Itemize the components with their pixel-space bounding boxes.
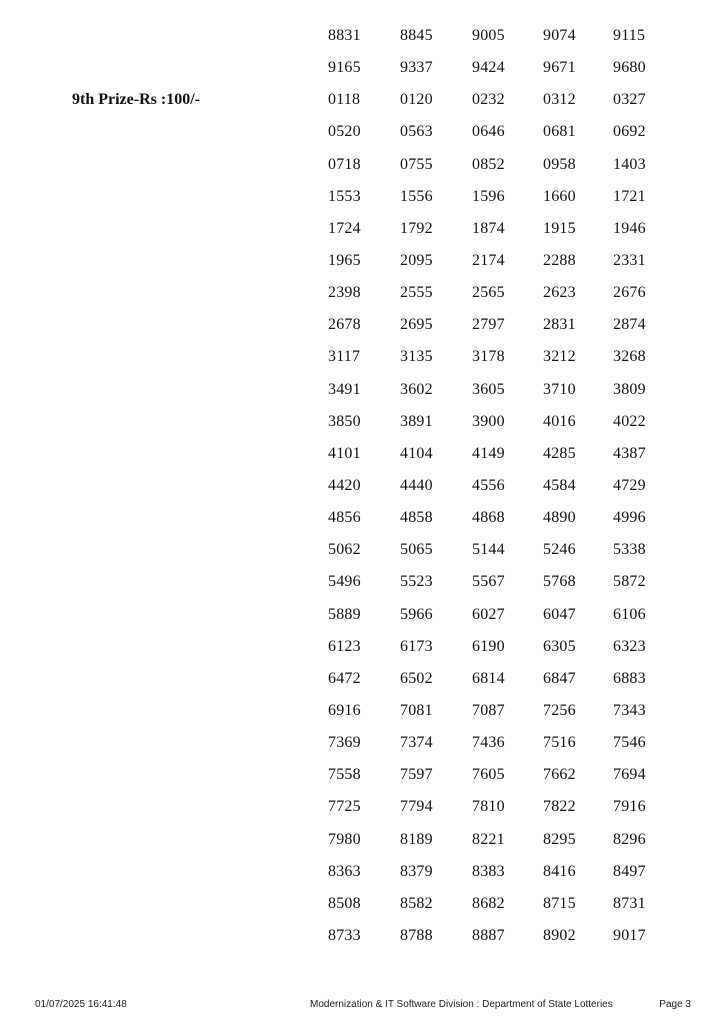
prize-number: 4996	[613, 509, 646, 527]
prize-number: 9005	[472, 27, 505, 45]
prize-number: 7605	[472, 766, 505, 784]
prize-number: 3268	[613, 348, 646, 366]
prize-number: 0312	[543, 91, 576, 109]
prize-number: 6847	[543, 669, 576, 687]
prize-number: 0646	[472, 123, 505, 141]
prize-number: 8788	[400, 927, 433, 944]
prize-number: 7916	[613, 798, 646, 816]
prize-number: 2398	[328, 284, 361, 302]
prize-number: 2331	[613, 252, 646, 270]
prize-number: 2174	[472, 252, 505, 270]
prize-number: 3900	[472, 412, 505, 430]
prize-number: 7980	[328, 830, 361, 848]
footer-division-text: Modernization & IT Software Division : Department of State Lotteries	[310, 999, 613, 1010]
prize-number: 6106	[613, 605, 646, 623]
prize-number: 2565	[472, 284, 505, 302]
prize-number: 5496	[328, 573, 361, 591]
prize-number: 4440	[400, 477, 433, 495]
prize-number: 7087	[472, 702, 505, 720]
prize-number: 1553	[328, 187, 361, 205]
prize-number: 4858	[400, 509, 433, 527]
prize-number: 5567	[472, 573, 505, 591]
prize-number: 2695	[400, 316, 433, 334]
prize-number: 8831	[328, 27, 361, 45]
prize-number: 8845	[400, 27, 433, 45]
prize-number: 0563	[400, 123, 433, 141]
prize-number: 0958	[543, 155, 576, 173]
prize-number: 5062	[328, 541, 361, 559]
prize-number: 1965	[328, 252, 361, 270]
prize-number: 2831	[543, 316, 576, 334]
prize-number: 7256	[543, 702, 576, 720]
prize-number: 9424	[472, 59, 505, 77]
prize-number: 9680	[613, 59, 646, 77]
prize-number: 7662	[543, 766, 576, 784]
prize-number: 6190	[472, 637, 505, 655]
prize-number: 8508	[328, 894, 361, 912]
prize-number: 5338	[613, 541, 646, 559]
prize-number: 1721	[613, 187, 646, 205]
prize-number: 8383	[472, 862, 505, 880]
prize-number: 8295	[543, 830, 576, 848]
prize-number: 0118	[328, 91, 361, 109]
prize-number: 6502	[400, 669, 433, 687]
prize-number: 3135	[400, 348, 433, 366]
prize-number: 7725	[328, 798, 361, 816]
prize-number: 6883	[613, 669, 646, 687]
prize-number: 6123	[328, 637, 361, 655]
prize-number: 7810	[472, 798, 505, 816]
prize-number: 0520	[328, 123, 361, 141]
prize-number: 8887	[472, 927, 505, 944]
prize-number: 1792	[400, 219, 433, 237]
prize-number: 4890	[543, 509, 576, 527]
prize-number: 5523	[400, 573, 433, 591]
prize-number: 6047	[543, 605, 576, 623]
prize-number: 7558	[328, 766, 361, 784]
prize-number: 7794	[400, 798, 433, 816]
prize-number: 2678	[328, 316, 361, 334]
prize-number: 8715	[543, 894, 576, 912]
prize-number: 5768	[543, 573, 576, 591]
prize-number: 6814	[472, 669, 505, 687]
page-footer	[0, 997, 724, 1013]
prize-number: 4101	[328, 444, 361, 462]
prize-number: 7374	[400, 734, 433, 752]
prize-number: 8497	[613, 862, 646, 880]
prize-number: 0692	[613, 123, 646, 141]
prize-number: 6173	[400, 637, 433, 655]
prize-number: 4285	[543, 444, 576, 462]
prize-number: 5966	[400, 605, 433, 623]
prize-number: 9074	[543, 27, 576, 45]
prize-number: 4022	[613, 412, 646, 430]
prize-number: 7343	[613, 702, 646, 720]
prize-number: 0718	[328, 155, 361, 173]
prize-number: 3809	[613, 380, 646, 398]
prize-number: 8296	[613, 830, 646, 848]
prize-number: 3850	[328, 412, 361, 430]
prize-number: 8221	[472, 830, 505, 848]
prize-number: 0755	[400, 155, 433, 173]
prize-number: 9165	[328, 59, 361, 77]
prize-number: 4149	[472, 444, 505, 462]
prize-number: 9671	[543, 59, 576, 77]
footer-timestamp: 01/07/2025 16:41:48	[35, 999, 127, 1010]
prize-number: 7516	[543, 734, 576, 752]
footer-page-number: Page 3	[659, 999, 691, 1010]
prize-number: 4856	[328, 509, 361, 527]
prize-number: 4729	[613, 477, 646, 495]
prize-number: 6027	[472, 605, 505, 623]
prize-number: 4868	[472, 509, 505, 527]
prize-number: 7546	[613, 734, 646, 752]
prize-number: 0232	[472, 91, 505, 109]
prize-number: 4387	[613, 444, 646, 462]
prize-number: 8189	[400, 830, 433, 848]
prize-number: 6305	[543, 637, 576, 655]
prize-number: 3710	[543, 380, 576, 398]
prize-number: 1874	[472, 219, 505, 237]
prize-number: 1946	[613, 219, 646, 237]
prize-number: 2874	[613, 316, 646, 334]
prize-number: 9115	[613, 27, 646, 45]
prize-number: 3605	[472, 380, 505, 398]
prize-number: 2288	[543, 252, 576, 270]
prize-number: 3212	[543, 348, 576, 366]
prize-number: 7694	[613, 766, 646, 784]
prize-number: 8363	[328, 862, 361, 880]
prize-number: 2676	[613, 284, 646, 302]
prize-number: 1724	[328, 219, 361, 237]
prize-number: 2797	[472, 316, 505, 334]
prize-number: 4104	[400, 444, 433, 462]
prize-number: 0852	[472, 155, 505, 173]
prize-number: 5065	[400, 541, 433, 559]
prize-number: 8416	[543, 862, 576, 880]
prize-number: 3891	[400, 412, 433, 430]
prize-number: 1915	[543, 219, 576, 237]
prize-number: 2095	[400, 252, 433, 270]
prize-number: 1660	[543, 187, 576, 205]
prize-number: 4584	[543, 477, 576, 495]
prize-number: 7822	[543, 798, 576, 816]
prize-number: 8582	[400, 894, 433, 912]
prize-number: 7436	[472, 734, 505, 752]
prize-number: 6323	[613, 637, 646, 655]
prize-number: 3117	[328, 348, 361, 366]
prize-number: 4016	[543, 412, 576, 430]
prize-number: 8731	[613, 894, 646, 912]
prize-number: 1556	[400, 187, 433, 205]
prize-number: 4556	[472, 477, 505, 495]
prize-number: 7369	[328, 734, 361, 752]
prize-number: 6916	[328, 702, 361, 720]
prize-number: 0120	[400, 91, 433, 109]
prize-number: 1403	[613, 155, 646, 173]
prize-number: 6472	[328, 669, 361, 687]
prize-number: 7597	[400, 766, 433, 784]
prize-number: 9337	[400, 59, 433, 77]
prize-number: 8733	[328, 927, 361, 944]
prize-number: 5144	[472, 541, 505, 559]
prize-number: 3491	[328, 380, 361, 398]
prize-number: 3602	[400, 380, 433, 398]
prize-number: 3178	[472, 348, 505, 366]
prize-label: 9th Prize-Rs :100/-	[72, 91, 200, 108]
prize-number: 5246	[543, 541, 576, 559]
prize-number: 5872	[613, 573, 646, 591]
prize-number: 8682	[472, 894, 505, 912]
prize-numbers-grid	[328, 20, 649, 952]
prize-number: 0327	[613, 91, 646, 109]
prize-number: 5889	[328, 605, 361, 623]
prize-number: 8902	[543, 927, 576, 944]
prize-number: 0681	[543, 123, 576, 141]
prize-number: 1596	[472, 187, 505, 205]
prize-number: 9017	[613, 927, 646, 944]
prize-number: 4420	[328, 477, 361, 495]
prize-number: 2623	[543, 284, 576, 302]
prize-number: 7081	[400, 702, 433, 720]
prize-number: 8379	[400, 862, 433, 880]
prize-number: 2555	[400, 284, 433, 302]
